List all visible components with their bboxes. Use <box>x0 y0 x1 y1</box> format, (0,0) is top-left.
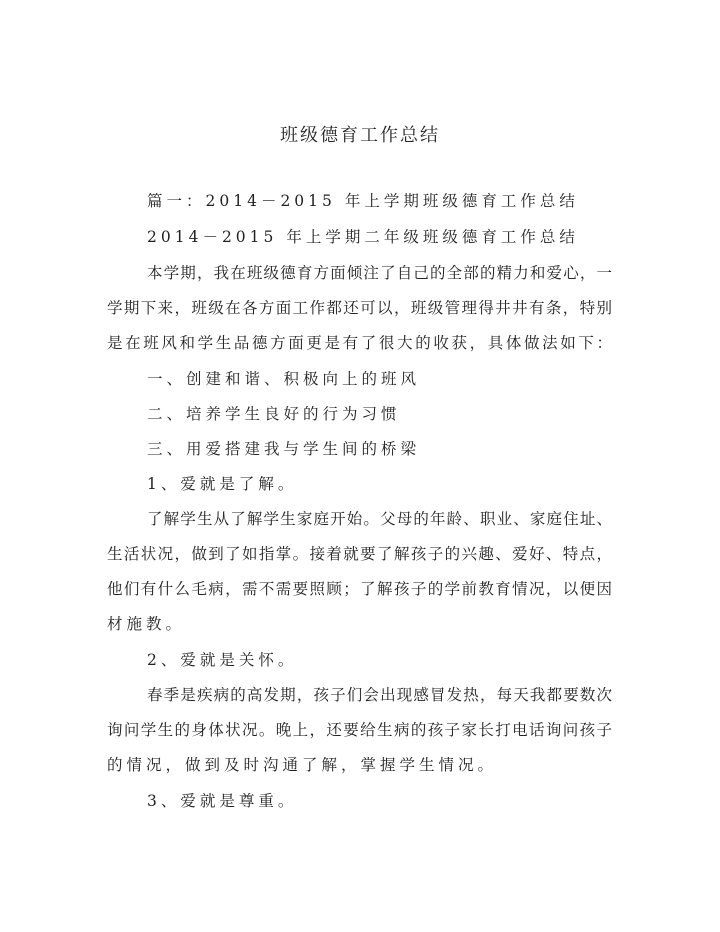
paragraph-line: 询问学生的身体状况。晚上，还要给生病的孩子家长打电话询问孩子 <box>107 721 612 739</box>
paragraph-line: 2、爱就是关怀。 <box>147 651 298 669</box>
paragraph-line: 篇一：2014－2015 年上学期班级德育工作总结 <box>147 192 579 210</box>
paragraph-line: 1、爱就是了解。 <box>147 475 298 493</box>
paragraph-line: 三、用爱搭建我与学生间的桥梁 <box>147 440 421 458</box>
paragraph-line: 是在班风和学生品德方面更是有了很大的收获，具体做法如下： <box>107 334 612 352</box>
paragraph-line: 生活状况，做到了如指掌。接着就要了解孩子的兴趣、爱好、特点， <box>107 545 612 563</box>
paragraph-line: 本学期，我在班级德育方面倾注了自己的全部的精力和爱心，一 <box>147 264 612 282</box>
paragraph-line: 他们有什么毛病，需不需要照顾；了解孩子的学前教育情况，以便因 <box>107 580 612 598</box>
paragraph-line: 了解学生从了解学生家庭开始。父母的年龄、职业、家庭住址、 <box>147 510 612 528</box>
paragraph-line: 春季是疾病的高发期，孩子们会出现感冒发热，每天我都要数次 <box>147 686 612 704</box>
paragraph-line: 材施教。 <box>107 615 186 633</box>
paragraph-line: 2014－2015 年上学期二年级班级德育工作总结 <box>147 228 579 246</box>
paragraph-line: 二、培养学生良好的行为习惯 <box>147 405 401 423</box>
paragraph-line: 一、创建和谐、积极向上的班风 <box>147 370 421 388</box>
paragraph-line: 学期下来，班级在各方面工作都还可以，班级管理得井井有条，特别 <box>107 299 612 317</box>
paragraph-line: 的情况，做到及时沟通了解，掌握学生情况。 <box>107 756 498 774</box>
document-title: 班级德育工作总结 <box>280 125 440 146</box>
paragraph-line: 3、爱就是尊重。 <box>147 792 298 810</box>
